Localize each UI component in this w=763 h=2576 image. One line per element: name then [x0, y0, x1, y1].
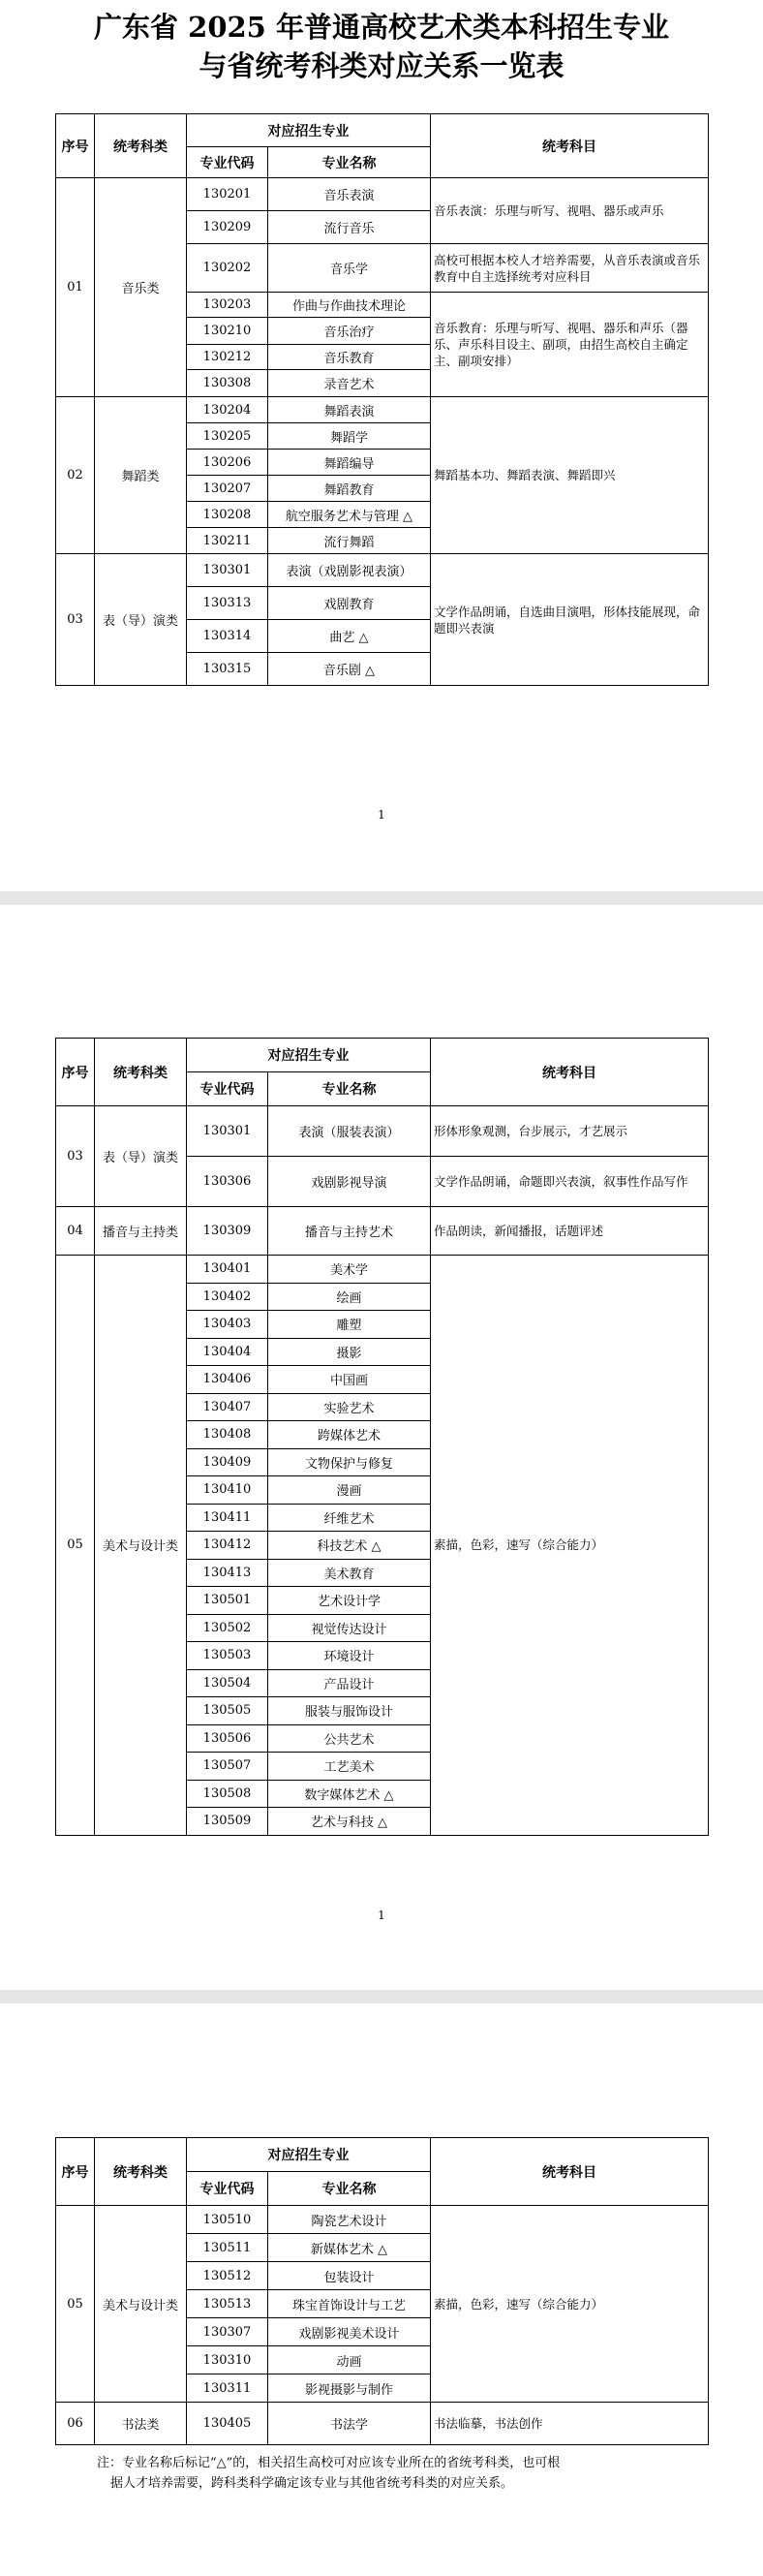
code-cell: 130502: [187, 1614, 268, 1642]
code-cell: 130506: [187, 1724, 268, 1753]
name-cell: 环境设计: [268, 1642, 431, 1670]
name-cell: 影视摄影与制作: [268, 2374, 431, 2403]
code-cell: 130410: [187, 1476, 268, 1505]
code-cell: 130404: [187, 1338, 268, 1366]
header-code: 专业代码: [187, 2172, 268, 2206]
header-major-group: 对应招生专业: [187, 2138, 431, 2172]
name-cell: 文物保护与修复: [268, 1448, 431, 1476]
header-seq: 序号: [56, 1039, 95, 1106]
code-cell: 130204: [187, 397, 268, 423]
code-cell: 130314: [187, 620, 268, 653]
code-cell: 130208: [187, 502, 268, 528]
code-cell: 130309: [187, 1207, 268, 1256]
code-cell: 130209: [187, 211, 268, 244]
category-cell: 美术与设计类: [95, 2206, 187, 2403]
footnote-line-1: 注：专业名称后标记“△”的，相关招生高校可对应该专业所在的省统考科类，也可根: [97, 2456, 561, 2470]
name-cell: 艺术与科技 △: [268, 1808, 431, 1836]
code-cell: 130201: [187, 178, 268, 211]
code-cell: 130308: [187, 370, 268, 397]
name-cell: 纤维艺术: [268, 1504, 431, 1532]
code-cell: 130504: [187, 1669, 268, 1697]
seq-cell: 05: [56, 2206, 95, 2403]
code-cell: 130512: [187, 2262, 268, 2290]
name-cell: 数字媒体艺术 △: [268, 1780, 431, 1808]
code-cell: 130505: [187, 1697, 268, 1725]
header-category: 统考科类: [95, 2138, 187, 2206]
name-cell: 舞蹈编导: [268, 450, 431, 476]
name-cell: 作曲与作曲技术理论: [268, 293, 431, 318]
name-cell: 戏剧影视导演: [268, 1157, 431, 1207]
category-cell: 美术与设计类: [95, 1256, 187, 1836]
page-separator: [0, 891, 763, 905]
name-cell: 美术学: [268, 1256, 431, 1284]
header-code: 专业代码: [187, 147, 268, 178]
page-number: 1: [378, 1909, 385, 1922]
name-cell: 公共艺术: [268, 1724, 431, 1753]
code-cell: 130203: [187, 293, 268, 318]
name-cell: 舞蹈学: [268, 423, 431, 450]
name-cell: 实验艺术: [268, 1393, 431, 1421]
header-name: 专业名称: [268, 1072, 431, 1106]
name-cell: 表演（戏剧影视表演）: [268, 554, 431, 587]
code-cell: 130511: [187, 2234, 268, 2262]
code-cell: 130403: [187, 1311, 268, 1339]
name-cell: 航空服务艺术与管理 △: [268, 502, 431, 528]
name-cell: 科技艺术 △: [268, 1532, 431, 1560]
category-cell: 表（导）演类: [95, 554, 187, 686]
subjects-cell: 文学作品朗诵，命题即兴表演，叙事性作品写作: [431, 1157, 709, 1207]
seq-cell: 03: [56, 1106, 95, 1207]
code-cell: 130411: [187, 1504, 268, 1532]
category-cell: 音乐类: [95, 178, 187, 397]
code-cell: 130507: [187, 1753, 268, 1781]
header-subjects: 统考科目: [431, 1039, 709, 1106]
seq-cell: 04: [56, 1207, 95, 1256]
header-major-group: 对应招生专业: [187, 1039, 431, 1072]
header-seq: 序号: [56, 2138, 95, 2206]
code-cell: 130509: [187, 1808, 268, 1836]
category-cell: 舞蹈类: [95, 397, 187, 554]
footnote-line-2: 据人才培养需要，跨科类科学确定该专业与其他省统考科类的对应关系。: [110, 2476, 514, 2491]
subjects-cell: 音乐表演：乐理与听写、视唱、器乐或声乐: [431, 178, 709, 244]
name-cell: 流行音乐: [268, 211, 431, 244]
header-category: 统考科类: [95, 1039, 187, 1106]
name-cell: 戏剧教育: [268, 587, 431, 620]
subjects-cell: 作品朗读，新闻播报，话题评述: [431, 1207, 709, 1256]
page-1-table: [55, 113, 709, 686]
code-cell: 130401: [187, 1256, 268, 1284]
name-cell: 美术教育: [268, 1559, 431, 1587]
name-cell: 音乐治疗: [268, 318, 431, 345]
subjects-cell: 书法临摹，书法创作: [431, 2403, 709, 2445]
page-2-table: [55, 1038, 709, 1836]
code-cell: 130301: [187, 1106, 268, 1157]
name-cell: 陶瓷艺术设计: [268, 2206, 431, 2234]
code-cell: 130311: [187, 2374, 268, 2403]
name-cell: 录音艺术: [268, 370, 431, 397]
name-cell: 珠宝首饰设计与工艺: [268, 2290, 431, 2318]
code-cell: 130510: [187, 2206, 268, 2234]
name-cell: 动画: [268, 2346, 431, 2374]
header-code: 专业代码: [187, 1072, 268, 1106]
name-cell: 舞蹈教育: [268, 476, 431, 502]
code-cell: 130206: [187, 450, 268, 476]
name-cell: 音乐表演: [268, 178, 431, 211]
page-number: 1: [378, 808, 385, 822]
code-cell: 130202: [187, 244, 268, 293]
code-cell: 130211: [187, 528, 268, 554]
category-cell: 表（导）演类: [95, 1106, 187, 1207]
name-cell: 音乐剧 △: [268, 653, 431, 686]
code-cell: 130409: [187, 1448, 268, 1476]
name-cell: 音乐教育: [268, 345, 431, 370]
page-2: [0, 905, 763, 1990]
name-cell: 雕塑: [268, 1311, 431, 1339]
seq-cell: 06: [56, 2403, 95, 2445]
name-cell: 中国画: [268, 1366, 431, 1394]
header-name: 专业名称: [268, 147, 431, 178]
name-cell: 戏剧影视美术设计: [268, 2318, 431, 2346]
name-cell: 包装设计: [268, 2262, 431, 2290]
subjects-cell: 形体形象观测，台步展示，才艺展示: [431, 1106, 709, 1157]
code-cell: 130310: [187, 2346, 268, 2374]
code-cell: 130408: [187, 1421, 268, 1449]
code-cell: 130205: [187, 423, 268, 450]
page-3: [0, 2003, 763, 2576]
name-cell: 摄影: [268, 1338, 431, 1366]
header-seq: 序号: [56, 114, 95, 178]
header-subjects: 统考科目: [431, 2138, 709, 2206]
header-major-group: 对应招生专业: [187, 114, 431, 147]
code-cell: 130412: [187, 1532, 268, 1560]
name-cell: 工艺美术: [268, 1753, 431, 1781]
seq-cell: 05: [56, 1256, 95, 1836]
category-cell: 书法类: [95, 2403, 187, 2445]
header-category: 统考科类: [95, 114, 187, 178]
subjects-cell: 高校可根据本校人才培养需要，从音乐表演或音乐教育中自主选择统考对应科目: [431, 244, 709, 293]
name-cell: 绘画: [268, 1283, 431, 1311]
name-cell: 音乐学: [268, 244, 431, 293]
seq-cell: 03: [56, 554, 95, 686]
name-cell: 视觉传达设计: [268, 1614, 431, 1642]
name-cell: 流行舞蹈: [268, 528, 431, 554]
code-cell: 130508: [187, 1780, 268, 1808]
code-cell: 130306: [187, 1157, 268, 1207]
category-cell: 播音与主持类: [95, 1207, 187, 1256]
name-cell: 表演（服装表演）: [268, 1106, 431, 1157]
header-subjects: 统考科目: [431, 114, 709, 178]
code-cell: 130307: [187, 2318, 268, 2346]
code-cell: 130501: [187, 1587, 268, 1615]
subjects-cell: 文学作品朗诵，自选曲目演唱，形体技能展现，命题即兴表演: [431, 554, 709, 686]
name-cell: 漫画: [268, 1476, 431, 1505]
code-cell: 130207: [187, 476, 268, 502]
seq-cell: 02: [56, 397, 95, 554]
name-cell: 书法学: [268, 2403, 431, 2445]
code-cell: 130210: [187, 318, 268, 345]
seq-cell: 01: [56, 178, 95, 397]
code-cell: 130405: [187, 2403, 268, 2445]
name-cell: 服装与服饰设计: [268, 1697, 431, 1725]
page-separator: [0, 1990, 763, 2003]
footnote: [97, 2453, 678, 2494]
code-cell: 130402: [187, 1283, 268, 1311]
code-cell: 130315: [187, 653, 268, 686]
page-3-table: [55, 2137, 709, 2445]
document-title-line-2: 与省统考科类对应关系一览表: [198, 49, 565, 82]
code-cell: 130313: [187, 587, 268, 620]
code-cell: 130406: [187, 1366, 268, 1394]
name-cell: 艺术设计学: [268, 1587, 431, 1615]
code-cell: 130407: [187, 1393, 268, 1421]
subjects-cell: 音乐教育：乐理与听写、视唱、器乐和声乐（器乐、声乐科目设主、副项，由招生高校自主确定主、副项安排）: [431, 293, 709, 397]
code-cell: 130301: [187, 554, 268, 587]
name-cell: 跨媒体艺术: [268, 1421, 431, 1449]
code-cell: 130503: [187, 1642, 268, 1670]
name-cell: 新媒体艺术 △: [268, 2234, 431, 2262]
subjects-cell: 素描，色彩，速写（综合能力）: [431, 1256, 709, 1836]
code-cell: 130413: [187, 1559, 268, 1587]
page-1: [0, 0, 763, 891]
document-title-line-1: 广东省 2025 年普通高校艺术类本科招生专业: [94, 11, 669, 44]
name-cell: 播音与主持艺术: [268, 1207, 431, 1256]
code-cell: 130513: [187, 2290, 268, 2318]
name-cell: 舞蹈表演: [268, 397, 431, 423]
name-cell: 产品设计: [268, 1669, 431, 1697]
header-name: 专业名称: [268, 2172, 431, 2206]
code-cell: 130212: [187, 345, 268, 370]
name-cell: 曲艺 △: [268, 620, 431, 653]
subjects-cell: 舞蹈基本功、舞蹈表演、舞蹈即兴: [431, 397, 709, 554]
subjects-cell: 素描，色彩，速写（综合能力）: [431, 2206, 709, 2403]
